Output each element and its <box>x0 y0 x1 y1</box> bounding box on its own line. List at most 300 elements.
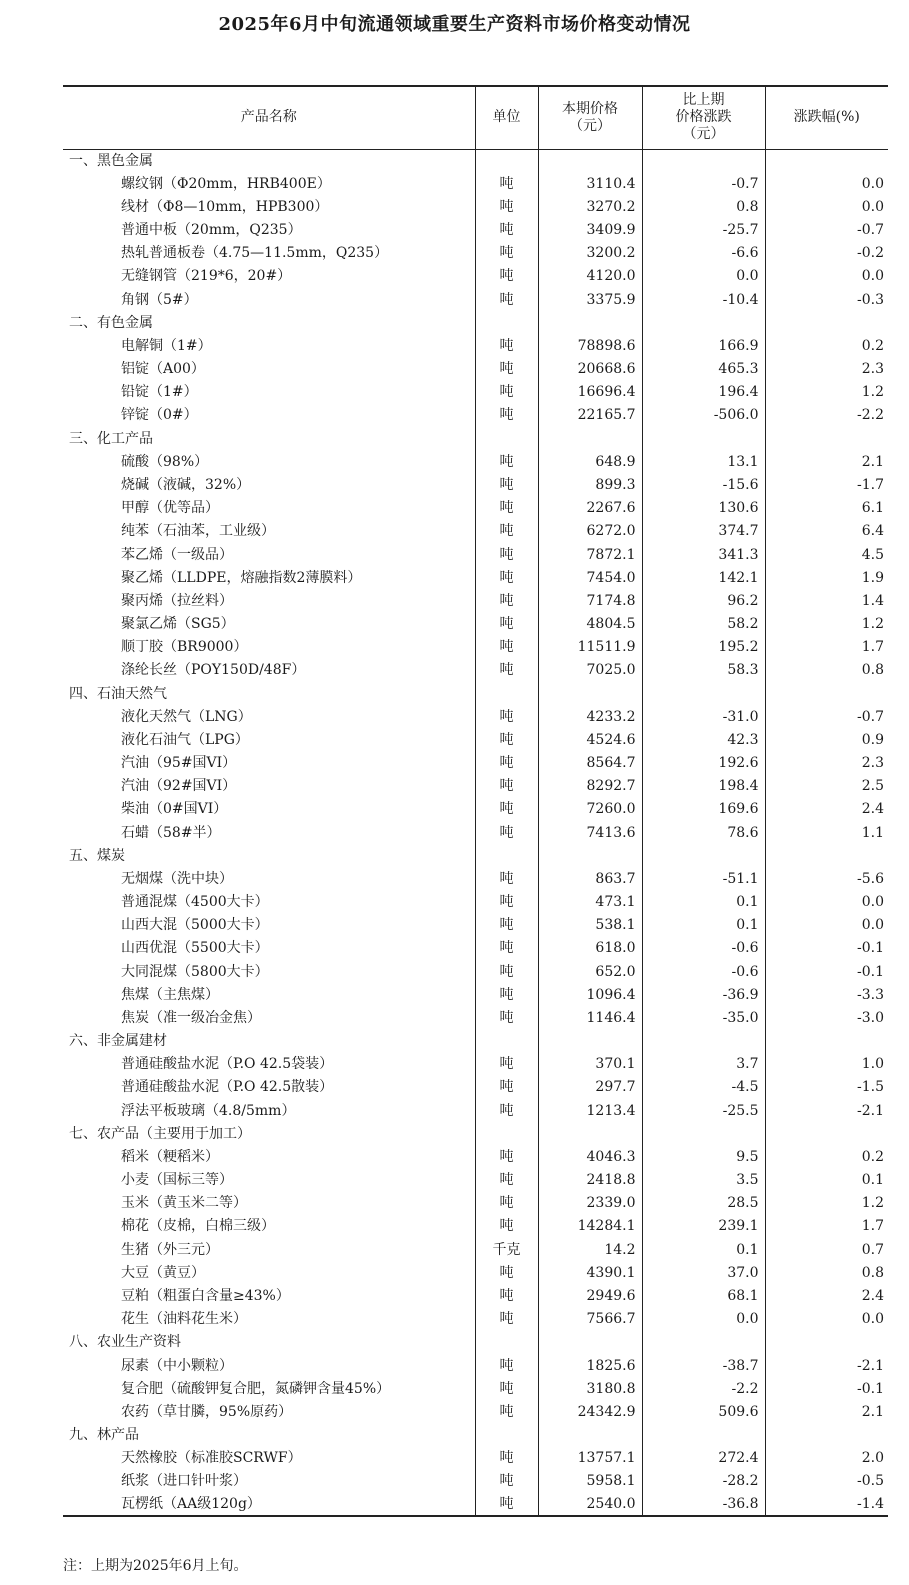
price-cell: 538.1 <box>538 914 642 937</box>
change-cell: -0.6 <box>642 937 765 960</box>
price-cell: 3110.4 <box>538 172 642 195</box>
product-name-cell: 普通硅酸盐水泥（P.O 42.5袋装） <box>121 1056 334 1073</box>
change-cell <box>642 1030 765 1053</box>
unit-cell: 吨 <box>475 219 538 242</box>
category-row <box>63 427 888 450</box>
table-row <box>63 891 888 914</box>
header-price-change-line1: 比上期 <box>682 92 725 109</box>
percent-cell: 0.2 <box>765 334 888 357</box>
percent-cell <box>765 1030 888 1053</box>
price-cell: 3180.8 <box>538 1377 642 1400</box>
percent-cell: 1.0 <box>765 1053 888 1076</box>
change-cell: -15.6 <box>642 473 765 496</box>
change-cell: -35.0 <box>642 1006 765 1029</box>
table-row <box>63 566 888 589</box>
price-cell: 618.0 <box>538 937 642 960</box>
table-row <box>63 404 888 427</box>
price-cell: 2949.6 <box>538 1284 642 1307</box>
unit-cell <box>475 149 538 172</box>
table-row <box>63 473 888 496</box>
change-cell: 58.3 <box>642 659 765 682</box>
unit-cell: 吨 <box>475 914 538 937</box>
product-name-cell: 聚乙烯（LLDPE，熔融指数2薄膜料） <box>121 569 362 586</box>
product-name-cell: 石蜡（58#半） <box>121 824 221 841</box>
table-row <box>63 1006 888 1029</box>
product-name-cell: 大豆（黄豆） <box>121 1264 205 1281</box>
unit-cell: 吨 <box>475 1192 538 1215</box>
product-name-cell: 线材（Φ8—10mm，HPB300） <box>121 198 329 215</box>
unit-cell: 吨 <box>475 381 538 404</box>
change-cell: 58.2 <box>642 612 765 635</box>
table-row <box>63 751 888 774</box>
percent-cell: 0.1 <box>765 1169 888 1192</box>
table-row <box>63 520 888 543</box>
product-name-cell: 普通中板（20mm，Q235） <box>121 222 302 239</box>
table-row <box>63 914 888 937</box>
change-cell: -36.9 <box>642 983 765 1006</box>
percent-cell: 2.4 <box>765 1284 888 1307</box>
table-row <box>63 1354 888 1377</box>
table-row <box>63 612 888 635</box>
price-cell <box>538 1030 642 1053</box>
price-table <box>63 85 888 1517</box>
price-cell: 7174.8 <box>538 589 642 612</box>
change-cell: 374.7 <box>642 520 765 543</box>
percent-cell: 2.1 <box>765 450 888 473</box>
change-cell: -28.2 <box>642 1470 765 1493</box>
unit-cell: 吨 <box>475 1493 538 1516</box>
category-row <box>63 311 888 334</box>
unit-cell: 吨 <box>475 728 538 751</box>
table-row <box>63 288 888 311</box>
table-row <box>63 1400 888 1423</box>
percent-cell: -0.1 <box>765 1377 888 1400</box>
price-cell <box>538 149 642 172</box>
percent-cell: 0.0 <box>765 195 888 218</box>
price-table-container <box>63 85 888 1517</box>
table-body <box>63 149 888 1516</box>
percent-cell: -3.0 <box>765 1006 888 1029</box>
unit-cell: 吨 <box>475 195 538 218</box>
product-name-cell: 聚丙烯（拉丝料） <box>121 592 233 609</box>
change-cell: 96.2 <box>642 589 765 612</box>
footnote: 注：上期为2025年6月上旬。 <box>63 1558 248 1574</box>
change-cell: -6.6 <box>642 242 765 265</box>
product-name-cell: 硫酸（98%） <box>121 453 209 470</box>
price-cell: 297.7 <box>538 1076 642 1099</box>
change-cell: 0.0 <box>642 265 765 288</box>
price-cell: 2418.8 <box>538 1169 642 1192</box>
unit-cell <box>475 844 538 867</box>
unit-cell: 吨 <box>475 1169 538 1192</box>
price-cell: 8292.7 <box>538 775 642 798</box>
table-row <box>63 775 888 798</box>
price-cell: 20668.6 <box>538 358 642 381</box>
price-cell: 78898.6 <box>538 334 642 357</box>
change-cell: -36.8 <box>642 1493 765 1516</box>
change-cell: 196.4 <box>642 381 765 404</box>
table-row <box>63 867 888 890</box>
change-cell: 0.8 <box>642 195 765 218</box>
change-cell <box>642 149 765 172</box>
unit-cell: 吨 <box>475 172 538 195</box>
header-product-name: 产品名称 <box>63 86 475 149</box>
header-current-price-line2: （元） <box>569 117 611 134</box>
table-row <box>63 1447 888 1470</box>
change-cell: 166.9 <box>642 334 765 357</box>
table-row <box>63 1215 888 1238</box>
unit-cell: 吨 <box>475 1145 538 1168</box>
category-row <box>63 1331 888 1354</box>
unit-cell: 吨 <box>475 960 538 983</box>
price-cell: 7872.1 <box>538 543 642 566</box>
price-cell: 899.3 <box>538 473 642 496</box>
change-cell <box>642 311 765 334</box>
percent-cell: 1.7 <box>765 636 888 659</box>
percent-cell: -2.1 <box>765 1354 888 1377</box>
price-cell: 13757.1 <box>538 1447 642 1470</box>
unit-cell: 吨 <box>475 867 538 890</box>
price-cell <box>538 682 642 705</box>
percent-cell <box>765 1423 888 1446</box>
table-row <box>63 1192 888 1215</box>
percent-cell: -0.3 <box>765 288 888 311</box>
table-row <box>63 1377 888 1400</box>
unit-cell: 吨 <box>475 705 538 728</box>
price-cell: 22165.7 <box>538 404 642 427</box>
percent-cell: 0.0 <box>765 1308 888 1331</box>
product-name-cell: 尿素（中小颗粒） <box>121 1357 233 1374</box>
product-name-cell: 铝锭（A00） <box>121 361 205 378</box>
price-cell <box>538 1331 642 1354</box>
price-cell: 3375.9 <box>538 288 642 311</box>
percent-cell: 0.8 <box>765 659 888 682</box>
table-row <box>63 1076 888 1099</box>
table-row <box>63 242 888 265</box>
change-cell: 169.6 <box>642 798 765 821</box>
percent-cell: -0.1 <box>765 960 888 983</box>
table-row <box>63 1238 888 1261</box>
product-name-cell: 大同混煤（5800大卡） <box>121 963 269 980</box>
change-cell: 0.1 <box>642 1238 765 1261</box>
product-name-cell: 普通硅酸盐水泥（P.O 42.5散装） <box>121 1079 334 1096</box>
table-row <box>63 1053 888 1076</box>
price-cell: 11511.9 <box>538 636 642 659</box>
unit-cell: 吨 <box>475 1470 538 1493</box>
percent-cell: -2.1 <box>765 1099 888 1122</box>
percent-cell: 0.0 <box>765 914 888 937</box>
percent-cell <box>765 1122 888 1145</box>
price-cell: 7025.0 <box>538 659 642 682</box>
product-name-cell: 锌锭（0#） <box>121 407 198 424</box>
unit-cell: 吨 <box>475 891 538 914</box>
price-cell: 5958.1 <box>538 1470 642 1493</box>
change-cell: -506.0 <box>642 404 765 427</box>
percent-cell: -1.4 <box>765 1493 888 1516</box>
percent-cell <box>765 844 888 867</box>
percent-cell: 2.3 <box>765 751 888 774</box>
table-row <box>63 983 888 1006</box>
header-change-percent: 涨跌幅(%) <box>765 86 888 149</box>
price-cell: 370.1 <box>538 1053 642 1076</box>
price-cell: 24342.9 <box>538 1400 642 1423</box>
product-name-cell: 汽油（92#国VI） <box>121 778 237 795</box>
price-cell: 863.7 <box>538 867 642 890</box>
unit-cell: 吨 <box>475 1099 538 1122</box>
table-row <box>63 265 888 288</box>
product-name-cell: 顺丁胶（BR9000） <box>121 639 248 656</box>
product-name-cell: 山西优混（5500大卡） <box>121 940 269 957</box>
price-cell: 7413.6 <box>538 821 642 844</box>
price-cell: 1213.4 <box>538 1099 642 1122</box>
price-cell: 648.9 <box>538 450 642 473</box>
unit-cell: 吨 <box>475 821 538 844</box>
percent-cell: -2.2 <box>765 404 888 427</box>
percent-cell: 0.0 <box>765 891 888 914</box>
change-cell <box>642 682 765 705</box>
percent-cell: -3.3 <box>765 983 888 1006</box>
table-row <box>63 219 888 242</box>
table-row <box>63 705 888 728</box>
change-cell: 0.1 <box>642 891 765 914</box>
table-header-row <box>63 86 888 149</box>
unit-cell: 吨 <box>475 543 538 566</box>
unit-cell: 吨 <box>475 1447 538 1470</box>
unit-cell: 吨 <box>475 1377 538 1400</box>
unit-cell: 吨 <box>475 1284 538 1307</box>
change-cell <box>642 1122 765 1145</box>
table-row <box>63 334 888 357</box>
product-name-cell: 焦煤（主焦煤） <box>121 986 219 1003</box>
unit-cell: 吨 <box>475 1215 538 1238</box>
change-cell: -4.5 <box>642 1076 765 1099</box>
product-name-cell: 液化石油气（LPG） <box>121 731 249 748</box>
table-row <box>63 1261 888 1284</box>
table-row <box>63 821 888 844</box>
percent-cell: 0.9 <box>765 728 888 751</box>
percent-cell: 0.7 <box>765 1238 888 1261</box>
change-cell: 198.4 <box>642 775 765 798</box>
percent-cell: 2.5 <box>765 775 888 798</box>
price-cell: 3409.9 <box>538 219 642 242</box>
category-name: 二、有色金属 <box>69 314 153 331</box>
change-cell <box>642 427 765 450</box>
percent-cell <box>765 311 888 334</box>
percent-cell: -0.2 <box>765 242 888 265</box>
change-cell <box>642 1331 765 1354</box>
change-cell: 37.0 <box>642 1261 765 1284</box>
change-cell: -25.7 <box>642 219 765 242</box>
change-cell: -25.5 <box>642 1099 765 1122</box>
product-name-cell: 热轧普通板卷（4.75—11.5mm，Q235） <box>121 245 389 262</box>
table-row <box>63 1169 888 1192</box>
percent-cell: 1.2 <box>765 381 888 404</box>
percent-cell: 2.0 <box>765 1447 888 1470</box>
price-cell: 4233.2 <box>538 705 642 728</box>
table-row <box>63 172 888 195</box>
product-name-cell: 山西大混（5000大卡） <box>121 917 269 934</box>
table-row <box>63 497 888 520</box>
category-row <box>63 1122 888 1145</box>
unit-cell: 吨 <box>475 242 538 265</box>
price-cell <box>538 844 642 867</box>
unit-cell: 吨 <box>475 1261 538 1284</box>
percent-cell: 4.5 <box>765 543 888 566</box>
percent-cell: 1.2 <box>765 1192 888 1215</box>
unit-cell: 吨 <box>475 497 538 520</box>
percent-cell: 1.4 <box>765 589 888 612</box>
unit-cell: 吨 <box>475 636 538 659</box>
unit-cell: 吨 <box>475 1006 538 1029</box>
price-cell: 2339.0 <box>538 1192 642 1215</box>
change-cell: 0.0 <box>642 1308 765 1331</box>
header-price-change-line3: （元） <box>682 126 725 143</box>
header-price-change <box>642 86 765 149</box>
price-cell <box>538 1122 642 1145</box>
change-cell: -10.4 <box>642 288 765 311</box>
product-name-cell: 天然橡胶（标准胶SCRWF） <box>121 1450 302 1467</box>
table-row <box>63 1145 888 1168</box>
category-name: 三、化工产品 <box>69 430 153 447</box>
table-row <box>63 358 888 381</box>
price-cell: 2267.6 <box>538 497 642 520</box>
price-cell: 14.2 <box>538 1238 642 1261</box>
table-row <box>63 659 888 682</box>
product-name-cell: 烧碱（液碱，32%） <box>121 476 251 493</box>
percent-cell: 1.2 <box>765 612 888 635</box>
header-current-price-line1: 本期价格 <box>562 100 618 117</box>
product-name-cell: 棉花（皮棉，白棉三级） <box>121 1218 275 1235</box>
change-cell: -0.7 <box>642 172 765 195</box>
change-cell: 13.1 <box>642 450 765 473</box>
unit-cell <box>475 682 538 705</box>
percent-cell: -1.5 <box>765 1076 888 1099</box>
page-title: 2025年6月中旬流通领域重要生产资料市场价格变动情况 <box>218 14 691 35</box>
percent-cell: 2.4 <box>765 798 888 821</box>
percent-cell: 1.9 <box>765 566 888 589</box>
product-name-cell: 聚氯乙烯（SG5） <box>121 616 235 633</box>
table-row <box>63 798 888 821</box>
unit-cell <box>475 311 538 334</box>
unit-cell: 吨 <box>475 1354 538 1377</box>
change-cell: -2.2 <box>642 1377 765 1400</box>
percent-cell: 0.0 <box>765 172 888 195</box>
product-name-cell: 农药（草甘膦，95%原药） <box>121 1403 293 1420</box>
product-name-cell: 铅锭（1#） <box>121 384 198 401</box>
percent-cell <box>765 427 888 450</box>
table-row <box>63 1470 888 1493</box>
unit-cell: 吨 <box>475 1308 538 1331</box>
price-cell: 7454.0 <box>538 566 642 589</box>
change-cell: 3.7 <box>642 1053 765 1076</box>
unit-cell: 千克 <box>475 1238 538 1261</box>
table-row <box>63 1308 888 1331</box>
change-cell: 0.1 <box>642 914 765 937</box>
unit-cell: 吨 <box>475 659 538 682</box>
header-current-price <box>538 86 642 149</box>
product-name-cell: 纸浆（进口针叶浆） <box>121 1473 247 1490</box>
percent-cell: 2.1 <box>765 1400 888 1423</box>
table-row <box>63 450 888 473</box>
price-cell: 7260.0 <box>538 798 642 821</box>
percent-cell: 2.3 <box>765 358 888 381</box>
change-cell: 465.3 <box>642 358 765 381</box>
price-cell <box>538 427 642 450</box>
product-name-cell: 瓦楞纸（AA级120g） <box>63 1493 475 1516</box>
header-unit: 单位 <box>475 86 538 149</box>
table-row <box>63 728 888 751</box>
table-row <box>63 636 888 659</box>
table-row <box>63 195 888 218</box>
percent-cell <box>765 1331 888 1354</box>
product-name-cell: 生猪（外三元） <box>121 1241 219 1258</box>
unit-cell: 吨 <box>475 775 538 798</box>
percent-cell: -5.6 <box>765 867 888 890</box>
percent-cell: -0.5 <box>765 1470 888 1493</box>
unit-cell: 吨 <box>475 404 538 427</box>
unit-cell: 吨 <box>475 265 538 288</box>
product-name-cell: 纯苯（石油苯，工业级） <box>121 523 275 540</box>
percent-cell: 0.2 <box>765 1145 888 1168</box>
change-cell: 28.5 <box>642 1192 765 1215</box>
unit-cell: 吨 <box>475 473 538 496</box>
price-cell: 16696.4 <box>538 381 642 404</box>
change-cell: 509.6 <box>642 1400 765 1423</box>
category-row <box>63 1030 888 1053</box>
percent-cell <box>765 149 888 172</box>
product-name-cell: 豆粕（粗蛋白含量≥43%） <box>121 1288 290 1304</box>
unit-cell <box>475 1030 538 1053</box>
category-row <box>63 1423 888 1446</box>
product-name-cell: 无缝钢管（219*6，20#） <box>121 268 292 285</box>
product-name-cell: 涤纶长丝（POY150D/48F） <box>121 662 306 679</box>
unit-cell: 吨 <box>475 612 538 635</box>
price-cell: 14284.1 <box>538 1215 642 1238</box>
table-row <box>63 1099 888 1122</box>
product-name-cell: 苯乙烯（一级品） <box>121 546 233 563</box>
change-cell: 192.6 <box>642 751 765 774</box>
percent-cell: -0.7 <box>765 219 888 242</box>
price-cell: 3200.2 <box>538 242 642 265</box>
change-cell: -51.1 <box>642 867 765 890</box>
category-name: 七、农产品（主要用于加工） <box>69 1125 251 1142</box>
product-name-cell: 无烟煤（洗中块） <box>121 870 233 887</box>
price-cell: 8564.7 <box>538 751 642 774</box>
unit-cell: 吨 <box>475 983 538 1006</box>
change-cell <box>642 1423 765 1446</box>
change-cell: 3.5 <box>642 1169 765 1192</box>
change-cell: 42.3 <box>642 728 765 751</box>
percent-cell <box>765 682 888 705</box>
unit-cell: 吨 <box>475 520 538 543</box>
price-cell: 6272.0 <box>538 520 642 543</box>
change-cell: -0.6 <box>642 960 765 983</box>
table-row <box>63 589 888 612</box>
percent-cell: 0.0 <box>765 265 888 288</box>
price-cell <box>538 311 642 334</box>
category-row <box>63 149 888 172</box>
product-name-cell: 柴油（0#国VI） <box>121 801 228 818</box>
change-cell: 239.1 <box>642 1215 765 1238</box>
category-name: 六、非金属建材 <box>69 1033 167 1050</box>
unit-cell: 吨 <box>475 334 538 357</box>
change-cell: 78.6 <box>642 821 765 844</box>
category-name: 八、农业生产资料 <box>69 1334 181 1351</box>
change-cell: 9.5 <box>642 1145 765 1168</box>
unit-cell: 吨 <box>475 589 538 612</box>
change-cell: 272.4 <box>642 1447 765 1470</box>
change-cell: 341.3 <box>642 543 765 566</box>
